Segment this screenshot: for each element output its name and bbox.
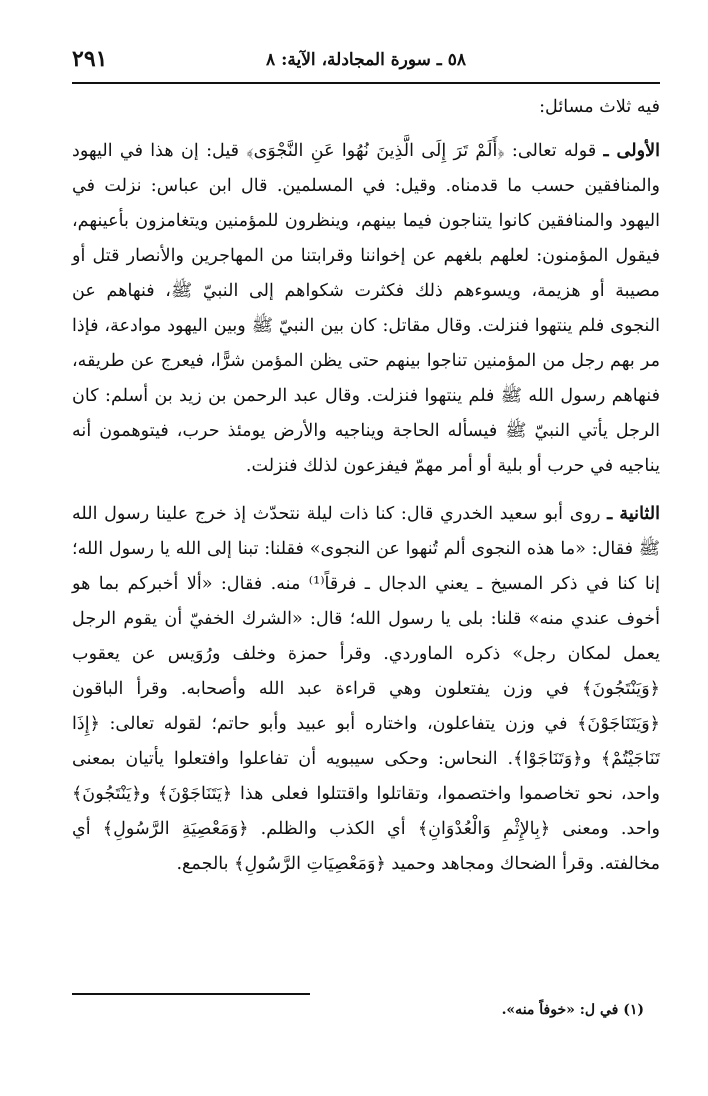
running-header [72, 44, 660, 78]
body-text [72, 90, 660, 882]
paragraph-second [72, 496, 660, 882]
intro-line: فيه ثلاث مسائل: [539, 97, 660, 117]
paragraph-first-text: قوله تعالى: ﴿أَلَمْ تَرَ إِلَى الَّذِينَ نُهُوا عَنِ النَّجْوَى﴾ قيل: إن هذا في اليهود والمنافقين حسب ما قدمناه. وقيل: في المسلمين. قال ابن عباس: نزلت في اليهود والمنافقين كانوا يتناجون فيما بينهم، وينظرون للمؤمنين ويتغامزون بأعينهم، فيقول المؤمنون: لعلهم بلغهم عن إخواننا وقرابتنا من المهاجرين والأنصار قتل أو مصيبة أو هزيمة، ويسوءهم ذلك فكثرت شكواهم إلى النبيّ ﷺ، فنهاهم عن النجوى فلم ينتهوا فنزلت. وقال مقاتل: كان بين النبيّ ﷺ وبين اليهود موادعة، فإذا مر بهم رجل من المؤمنين تناجوا بينهم حتى يظن المؤمن شرًّا، فيعرج عن طريقه، فنهاهم رسول الله ﷺ فلم ينتهوا فنزلت. وقال عبد الرحمن بن زيد بن أسلم: كان الرجل يأتي النبيّ ﷺ فيسأله الحاجة ويناجيه والأرض يومئذ حرب، فيتوهمون أنه يناجيه في حرب أو بلية أو أمر مهمّ فيفزعون لذلك فنزلت. [72, 141, 660, 476]
header-title: ٥٨ ـ سورة المجادلة، الآية: ٨ [266, 50, 466, 70]
paragraph-second-text: روى أبو سعيد الخدري قال: كنا ذات ليلة نتحدّث إذ خرج علينا رسول الله ﷺ فقال: «ما هذه النجوى ألم تُنهوا عن النجوى» فقلنا: تبنا إلى الله يا رسول الله؛ إنا كنا في ذكر المسيخ ـ يعني الدجال ـ فرقاً⁽¹⁾ منه. فقال: «ألا أخبركم بما هو أخوف عندي منه» قلنا: بلى يا رسول الله؛ قال: «الشرك الخفيّ أن يقوم الرجل يعمل لمكان رجل» ذكره الماوردي. وقرأ حمزة وخلف ورُوَيس عن يعقوب ﴿وَيَنْتَجُونَ﴾ في وزن يفتعلون وهي قراءة عبد الله وأصحابه. وقرأ الباقون ﴿وَيَتَنَاجَوْنَ﴾ في وزن يتفاعلون، واختاره أبو عبيد وأبو حاتم؛ لقوله تعالى: ﴿إِذَا تَنَاجَيْتُمْ﴾ و﴿وَتَنَاجَوْا﴾. النحاس: وحكى سيبويه أن تفاعلوا وافتعلوا يأتيان بمعنى واحد، نحو تخاصموا واختصموا، وتقاتلوا واقتتلوا فعلى هذا ﴿يَتَنَاجَوْنَ﴾ و﴿يَنْتَجُونَ﴾ واحد. ومعنى ﴿بِالإِثْمِ وَالْعُدْوَانِ﴾ أي الكذب والظلم. ﴿وَمَعْصِيَةِ الرَّسُولِ﴾ أي مخالفته. وقرأ الضحاك ومجاهد وحميد ﴿وَمَعْصِيَاتِ الرَّسُولِ﴾ بالجمع. [72, 504, 660, 874]
paragraph-first-lead: الأولى ـ [603, 140, 660, 161]
paragraph-first [72, 133, 660, 484]
footnote-rule [72, 993, 310, 995]
paragraph-second-lead: الثانية ـ [607, 503, 660, 524]
header-rule [72, 82, 660, 84]
page-number: ٢٩١ [72, 46, 108, 72]
footnote: (١) في ل: «خوفاً منه». [501, 1002, 644, 1018]
